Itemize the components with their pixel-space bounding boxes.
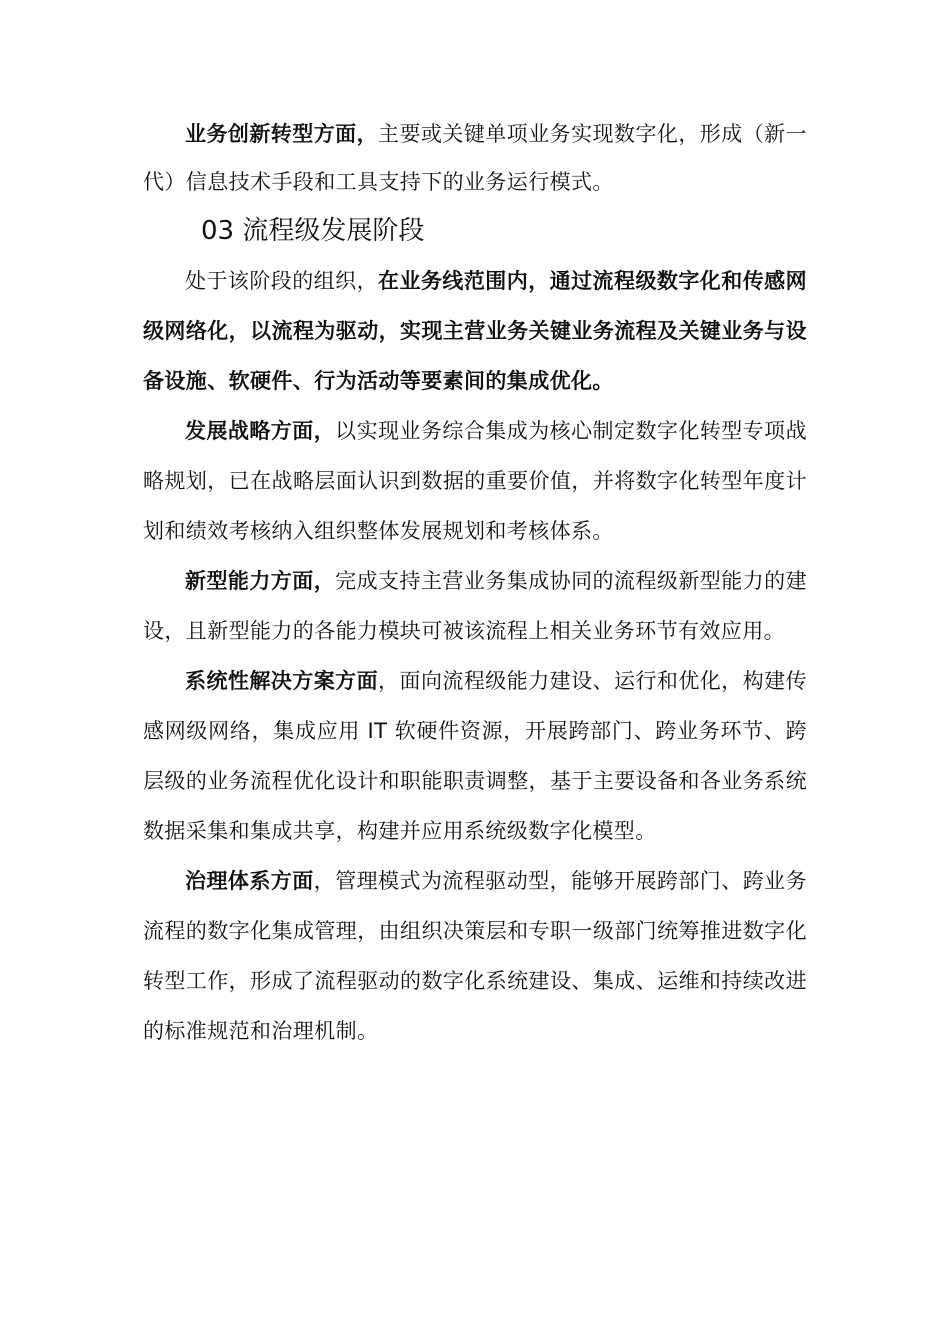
paragraph-business-innovation <box>143 110 807 206</box>
paragraph-text: 主要或关键单项业务实现数字化，形成（新一代）信息技术手段和工具支持下的业务运行模式。 <box>143 122 807 194</box>
paragraph-lead: 处于该阶段的组织， <box>185 269 379 293</box>
section-heading: 03 流程级发展阶段 <box>201 216 425 246</box>
paragraph-capability <box>143 556 807 656</box>
paragraph-text: 以实现业务综合集成为核心制定数字化转型专项战略规划，已在战略层面认识到数据的重要价值，并将数字化转型年度计划和绩效考核纳入组织整体发展规划和考核体系。 <box>143 419 807 543</box>
paragraph-bold-lead: 系统性解决方案方面 <box>185 669 379 693</box>
paragraph-bold-lead: 新型能力方面， <box>185 569 336 593</box>
paragraph-governance <box>143 856 807 1056</box>
paragraph-bold-lead: 治理体系方面 <box>185 869 314 893</box>
paragraph-bold-text: 在业务线范围内，通过流程级数字化和传感网级网络化，以流程为驱动，实现主营业务关键业务流程及关键业务与设备设施、软硬件、行为活动等要素间的集成优化。 <box>143 269 807 393</box>
paragraph-strategy <box>143 406 807 556</box>
paragraph-bold-lead: 业务创新转型方面， <box>185 122 379 146</box>
paragraph-bold-lead: 发展战略方面， <box>185 419 336 443</box>
paragraph-text: ，面向流程级能力建设、运行和优化，构建传感网级网络，集成应用 IT 软硬件资源，开展跨部门、跨业务环节、跨层级的业务流程优化设计和职能职责调整，基于主要设备和各业务系统数据采集和集成共享，构建并应用系统级数字化模型。 <box>143 669 807 843</box>
paragraph-intro <box>143 256 807 406</box>
paragraph-text: 完成支持主营业务集成协同的流程级新型能力的建设，且新型能力的各能力模块可被该流程上相关业务环节有效应用。 <box>143 569 807 643</box>
document-body <box>143 110 807 1056</box>
paragraph-text: ，管理模式为流程驱动型，能够开展跨部门、跨业务流程的数字化集成管理，由组织决策层和专职一级部门统筹推进数字化转型工作，形成了流程驱动的数字化系统建设、集成、运维和持续改进的标准规范和治理机制。 <box>143 869 807 1043</box>
paragraph-solution <box>143 656 807 856</box>
